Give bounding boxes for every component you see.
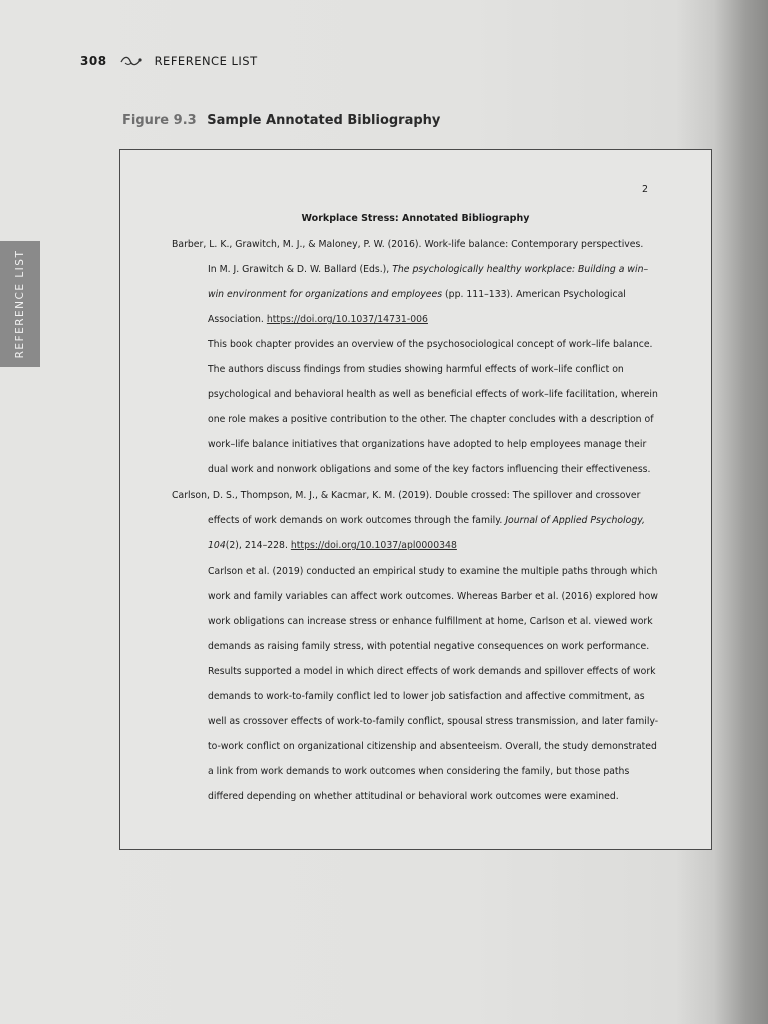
annotation-line: work and family variables can affect work outcomes. Whereas Barber et al. (2016) explored how (208, 591, 658, 602)
section-tab-label: REFERENCE LIST (14, 249, 26, 359)
book-title-continued: win environment for organizations and employees (208, 289, 443, 300)
citation-line: Barber, L. K., Grawitch, M. J., & Maloney, P. W. (2016). Work-life balance: Contemporary perspectives. (172, 239, 644, 250)
sample-document (119, 149, 712, 850)
journal-volume: 104 (208, 540, 226, 551)
annotation-line: demands to work-to-family conflict led to lower job satisfaction and affective commitment, as (208, 691, 645, 702)
annotation-line: The authors discuss findings from studies showing harmful effects of work–life conflict on (208, 364, 624, 375)
annotation-line: work–life balance initiatives that organizations have adopted to help employees manage their (208, 439, 647, 450)
figure-caption (122, 113, 440, 128)
journal-title: Journal of Applied Psychology, (505, 515, 645, 526)
annotation-line: This book chapter provides an overview of the psychosociological concept of work–life balance. (208, 339, 653, 350)
running-head (80, 54, 258, 68)
citation-line: 104(2), 214–228. https://doi.org/10.1037/apl0000348 (208, 540, 457, 551)
annotation-line: work obligations can increase stress or enhance fulfillment at home, Carlson et al. viewed work (208, 616, 653, 627)
doi-link[interactable]: https://doi.org/10.1037/14731-006 (266, 314, 428, 325)
annotation-line: well as crossover effects of work-to-family conflict, spousal stress transmission, and later family- (208, 716, 659, 727)
annotation-line: to-work conflict on organizational citizenship and absenteeism. Overall, the study demonstrated (208, 741, 657, 752)
doi-link[interactable]: https://doi.org/10.1037/apl0000348 (290, 540, 457, 551)
citation-line: Association. https://doi.org/10.1037/14731-006 (208, 314, 428, 325)
citation-line: In M. J. Grawitch & D. W. Ballard (Eds.), The psychologically healthy workplace: Building a win– (208, 264, 649, 275)
annotation-line: psychological and behavioral health as well as beneficial effects of work–life facilitation, wherein (208, 389, 658, 400)
book-title: The psychologically healthy workplace: Building a win– (392, 264, 649, 275)
annotation-line: Carlson et al. (2019) conducted an empirical study to examine the multiple paths through which (208, 566, 658, 577)
ornament-icon (119, 55, 143, 67)
annotation-line: demands as raising family stress, with potential negative consequences on work performance. (208, 641, 650, 652)
annotation-line: dual work and nonwork obligations and some of the key factors influencing their effectiveness. (208, 464, 651, 475)
document-title: Workplace Stress: Annotated Bibliography (301, 213, 530, 224)
figure-label: Figure 9.3 (122, 113, 197, 128)
figure-title: Sample Annotated Bibliography (207, 113, 441, 128)
running-head-title: REFERENCE LIST (154, 54, 258, 68)
citation-line: Carlson, D. S., Thompson, M. J., & Kacmar, K. M. (2019). Double crossed: The spillover and crossover (172, 490, 641, 501)
annotation-line: one role makes a positive contribution to the other. The chapter concludes with a description of (208, 414, 654, 425)
annotation-line: differed depending on whether attitudinal or behavioral work outcomes were examined. (208, 791, 619, 802)
annotation-line: a link from work demands to work outcomes when considering the family, but those paths (208, 766, 630, 777)
document-page-number: 2 (641, 184, 648, 195)
citation-line: effects of work demands on work outcomes through the family. Journal of Applied Psychology, (208, 515, 645, 526)
page-number: 308 (80, 54, 107, 68)
annotation-line: Results supported a model in which direct effects of work demands and spillover effects of work (208, 666, 656, 677)
section-tab (0, 241, 40, 367)
citation-line: win environment for organizations and employees (pp. 111–133). American Psychological (208, 289, 626, 300)
